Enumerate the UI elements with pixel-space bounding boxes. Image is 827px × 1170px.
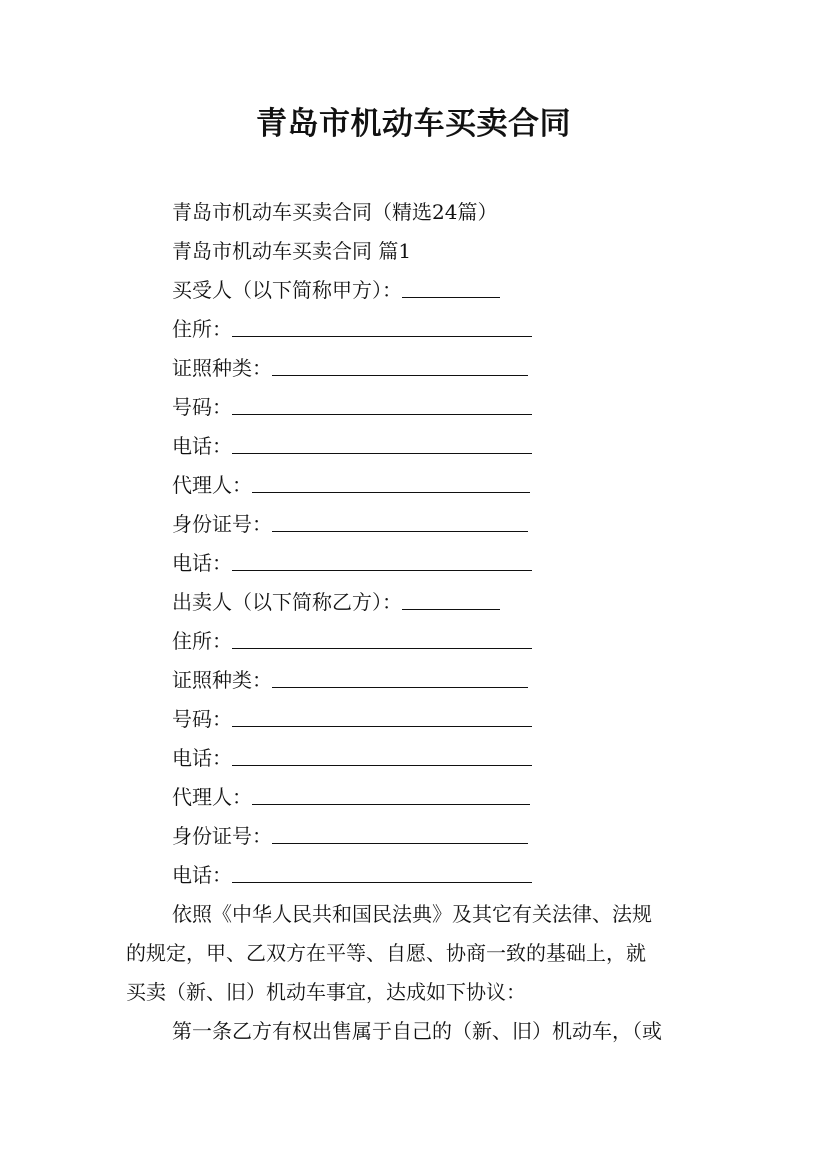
buyer-field-label: 电话：: [172, 551, 232, 575]
fill-blank: [272, 513, 528, 532]
seller-name-blank: [402, 591, 500, 610]
seller-field-row: [172, 823, 528, 849]
buyer-field-label: 代理人：: [172, 473, 252, 497]
seller-field-row: [172, 784, 530, 810]
fill-blank: [232, 864, 532, 883]
buyer-field-label: 住所：: [172, 317, 232, 341]
buyer-field-label: 号码：: [172, 395, 232, 419]
paragraph-1-line-1: 依照《中华人民共和国民法典》及其它有关法律、法规: [172, 902, 652, 926]
fill-blank: [272, 669, 528, 688]
fill-blank: [272, 825, 528, 844]
seller-field-label: 电话：: [172, 746, 232, 770]
buyer-field-row: [172, 433, 532, 459]
seller-field-label: 住所：: [172, 629, 232, 653]
buyer-field-row: [172, 511, 528, 537]
seller-field-label: 证照种类：: [172, 668, 272, 692]
seller-field-label: 号码：: [172, 707, 232, 731]
seller-header-label: 出卖人（以下简称乙方）：: [172, 590, 402, 614]
fill-blank: [232, 747, 532, 766]
seller-field-row: [172, 667, 528, 693]
seller-field-row: [172, 706, 532, 732]
seller-field-label: 身份证号：: [172, 824, 272, 848]
buyer-header-label: 买受人（以下简称甲方）：: [172, 278, 402, 302]
seller-field-label: 代理人：: [172, 785, 252, 809]
buyer-field-row: [172, 394, 532, 420]
intro-line-1: 青岛市机动车买卖合同（精选24篇）: [172, 200, 498, 224]
paragraph-2-line-1: 第一条乙方有权出售属于自己的（新、旧）机动车，（或: [172, 1019, 662, 1043]
buyer-header-line: [172, 277, 500, 303]
buyer-field-row: [172, 550, 532, 576]
buyer-field-label: 身份证号：: [172, 512, 272, 536]
seller-field-row: [172, 745, 532, 771]
buyer-name-blank: [402, 279, 500, 298]
intro-line-2: 青岛市机动车买卖合同 篇1: [172, 239, 412, 263]
buyer-field-row: [172, 472, 530, 498]
fill-blank: [252, 786, 530, 805]
fill-blank: [252, 474, 530, 493]
seller-field-label: 电话：: [172, 863, 232, 887]
seller-field-row: [172, 628, 532, 654]
paragraph-1-line-3: 买卖（新、旧）机动车事宜，达成如下协议：: [126, 980, 526, 1004]
buyer-field-row: [172, 316, 532, 342]
fill-blank: [232, 708, 532, 727]
buyer-field-label: 证照种类：: [172, 356, 272, 380]
fill-blank: [232, 552, 532, 571]
fill-blank: [232, 435, 532, 454]
seller-field-row: [172, 862, 532, 888]
fill-blank: [272, 357, 528, 376]
seller-header-line: [172, 589, 500, 615]
fill-blank: [232, 318, 532, 337]
buyer-field-label: 电话：: [172, 434, 232, 458]
fill-blank: [232, 630, 532, 649]
fill-blank: [232, 396, 532, 415]
paragraph-1-line-2: 的规定，甲、乙双方在平等、自愿、协商一致的基础上，就: [126, 941, 646, 965]
buyer-field-row: [172, 355, 528, 381]
document-title: 青岛市机动车买卖合同: [256, 106, 571, 142]
